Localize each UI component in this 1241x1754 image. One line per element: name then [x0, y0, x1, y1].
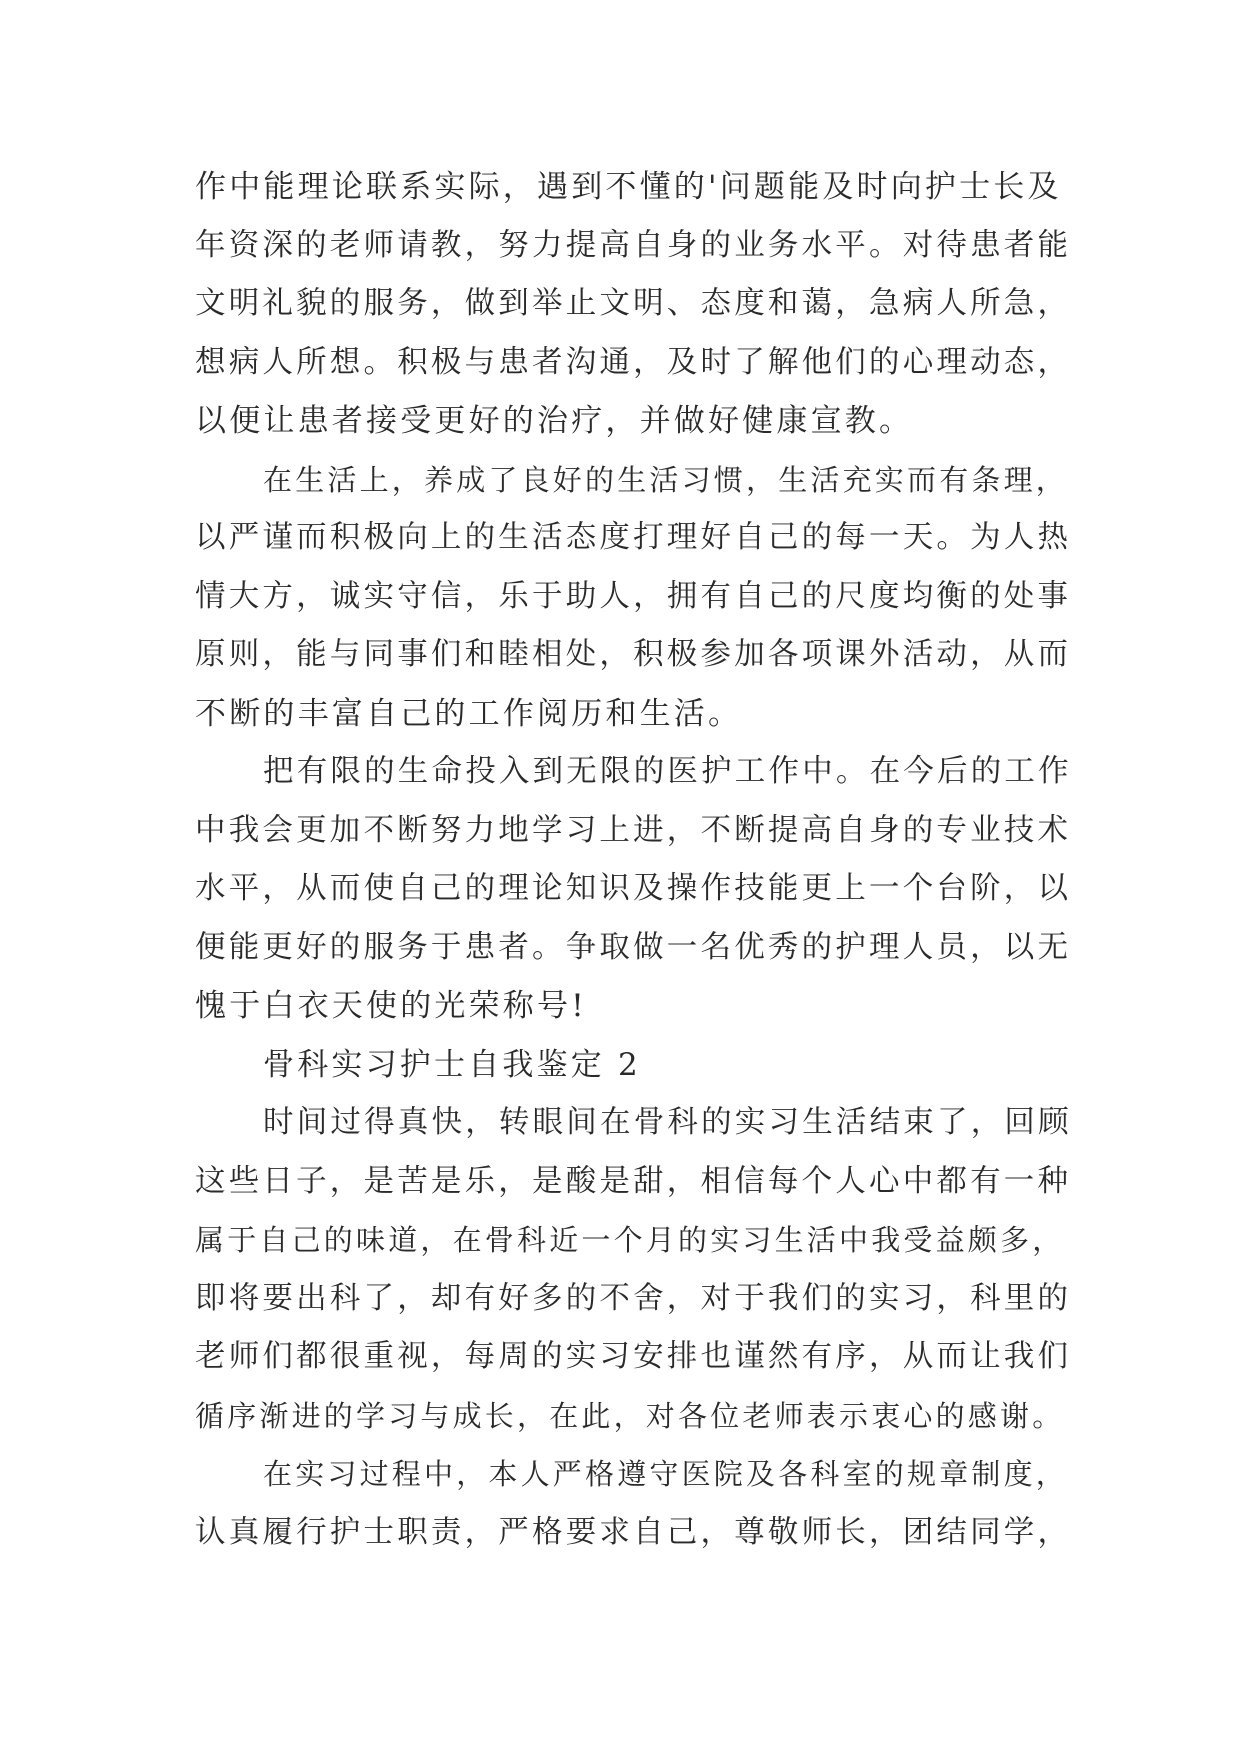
document-body [195, 158, 1075, 1562]
paragraph-start-line: 在生活上，养成了良好的生活习惯，生活充实而有条理， [263, 462, 1069, 497]
paragraph-start-line: 时间过得真快，转眼间在骨科的实习生活结束了，回顾 [263, 1105, 1072, 1140]
text-line: 文明礼貌的服务，做到举止文明、态度和蔼，急病人所急， [195, 286, 1072, 321]
text-line: 年资深的老师请教，努力提高自身的业务水平。对待患者能 [195, 227, 1072, 263]
paragraph-start-line: 在实习过程中，本人严格遵守医院及各科室的规章制度， [263, 1457, 1069, 1491]
text-line: 便能更好的服务于患者。争取做一名优秀的护理人员，以无 [195, 929, 1072, 965]
paragraph-start-line: 把有限的生命投入到无限的医护工作中。在今后的工作 [263, 754, 1072, 789]
text-line: 循序渐进的学习与成长，在此，对各位老师表示衷心的感谢。 [195, 1398, 1065, 1433]
text-line: 作中能理论联系实际，遇到不懂的'问题能及时向护士长及 [195, 169, 1062, 205]
text-line: 水平，从而使自己的理论知识及操作技能更上一个台阶，以 [195, 871, 1072, 906]
text-line: 中我会更加不断努力地学习上进，不断提高自身的专业技术 [195, 812, 1072, 848]
text-line: 属于自己的味道，在骨科近一个月的实习生活中我受益颇多， [195, 1223, 1065, 1257]
text-line: 不断的丰富自己的工作阅历和生活。 [195, 695, 743, 732]
text-line: 愧于白衣天使的光荣称号! [195, 988, 587, 1024]
text-line: 以严谨而积极向上的生活态度打理好自己的每一天。为人热 [195, 520, 1072, 555]
text-line: 老师们都很重视，每周的实习安排也谨然有序，从而让我们 [195, 1339, 1072, 1374]
text-line: 认真履行护士职责，严格要求自己，尊敬师长，团结同学， [195, 1514, 1072, 1550]
text-line: 即将要出科了，却有好多的不舍，对于我们的实习，科里的 [195, 1280, 1072, 1316]
text-line: 想病人所想。积极与患者沟通，及时了解他们的心理动态， [195, 344, 1072, 380]
section-heading: 骨科实习护士自我鉴定 2 [263, 1046, 641, 1083]
text-line: 这些日子，是苦是乐，是酸是甜，相信每个人心中都有一种 [195, 1163, 1072, 1199]
text-line: 以便让患者接受更好的治疗，并做好健康宣教。 [195, 403, 914, 439]
text-line: 原则，能与同事们和睦相处，积极参加各项课外活动，从而 [195, 637, 1072, 672]
text-line: 情大方，诚实守信，乐于助人，拥有自己的尺度均衡的处事 [195, 578, 1072, 614]
